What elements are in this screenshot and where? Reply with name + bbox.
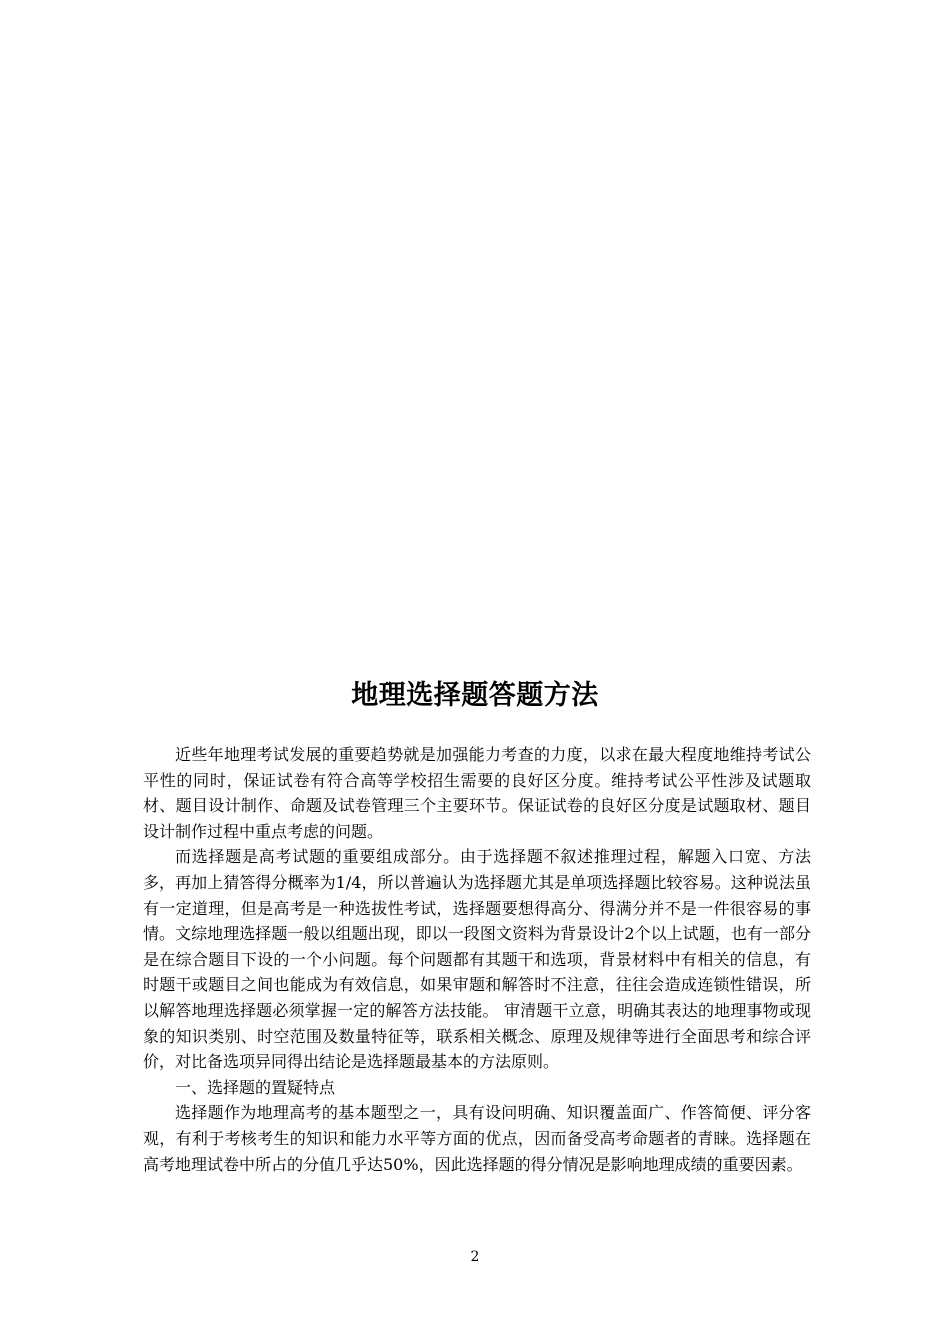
page-number: 2 [470, 1249, 480, 1265]
paragraph-intro: 近些年地理考试发展的重要趋势就是加强能力考查的力度，以求在最大程度地维持考试公平性的同时，保证试卷有符合高等学校招生需要的良好区分度。维持考试公平性涉及试题取材、题目设计制作、命题及试卷管理三个主要环节。保证试卷的良好区分度是试题取材、题目设计制作过程中重点考虑的问题。 [143, 745, 811, 841]
paragraph-characteristics: 选择题作为地理高考的基本题型之一，具有设问明确、知识覆盖面广、作答简便、评分客观，有利于考核考生的知识和能力水平等方面的优点，因而备受高考命题者的青睐。选择题在高考地理试卷中所占的分值几乎达50%，因此选择题的得分情况是影响地理成绩的重要因素。 [143, 1103, 811, 1174]
paragraph-multiple-choice: 而选择题是高考试题的重要组成部分。由于选择题不叙述推理过程，解题入口宽、方法多，再加上猜答得分概率为1/4，所以普遍认为选择题尤其是单项选择题比较容易。这种说法虽有一定道理，但是高考是一种选拔性考试，选择题要想得高分、得满分并不是一件很容易的事情。文综地理选择题一般以组题出现，即以一段图文资料为背景设计2个以上试题，也有一部分是在综合题目下设的一个小问题。每个问题都有其题干和选项，背景材料中有相关的信息，有时题干或题目之间也能成为有效信息，如果审题和解答时不注意，往往会造成连锁性错误，所以解答地理选择题必须掌握一定的解答方法技能。 审清题干立意，明确其表达的地理事物或现象的知识类别、时空范围及数量特征等，联系相关概念、原理及规律等进行全面思考和综合评价，对比备选项异同得出结论是选择题最基本的方法原则。 [143, 847, 811, 1072]
document-body [143, 742, 811, 1177]
document-title: 地理选择题答题方法 [351, 680, 599, 711]
section-heading-characteristics: 一、选择题的置疑特点 [175, 1077, 336, 1097]
